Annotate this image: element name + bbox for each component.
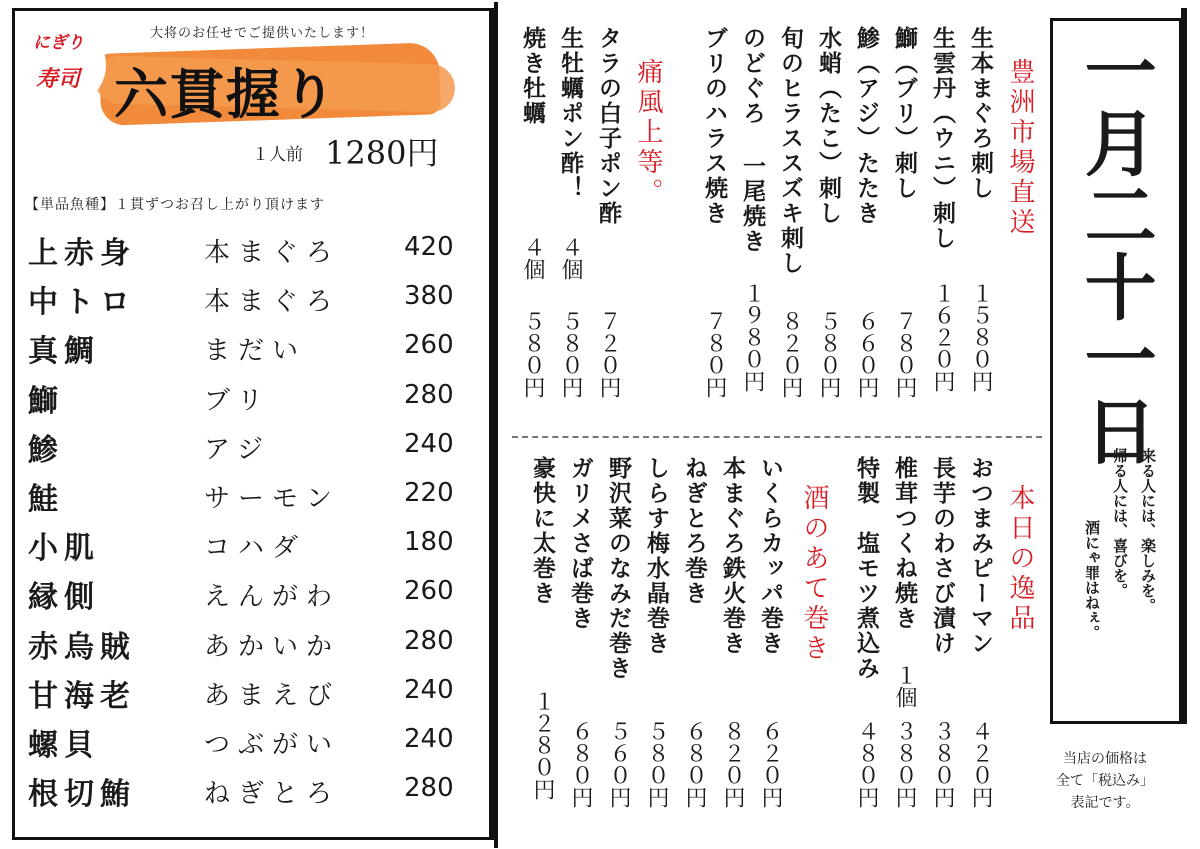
fish-reading: あまえび (204, 680, 341, 711)
tsufu-item-name: タラの白子ポン酢 (595, 26, 621, 226)
ippin-item-price: ４８０円 (854, 720, 879, 808)
badge-label-bottom: 寿司 (36, 66, 81, 92)
ippin-item-qty: １個 (892, 664, 917, 708)
list-item (26, 572, 476, 621)
fish-price: 260 (404, 576, 454, 607)
tax-note-line: 全て「税込み」 (1056, 773, 1154, 789)
tsufu-item-price: ７２０円 (596, 310, 621, 398)
toyosu-item-price: ７８０円 (892, 310, 917, 398)
maki-item-name: ガリメさば巻き (567, 456, 593, 631)
maki-item-name: 野沢菜のなみだ巻き (605, 456, 631, 681)
fish-reading: 本まぐろ (204, 238, 341, 268)
list-item (26, 769, 476, 818)
maki-item-price: ５８０円 (644, 720, 669, 808)
maki-item-price: ８２０円 (720, 720, 745, 808)
fish-reading: ねぎとろ (204, 779, 341, 810)
toyosu-item-price: ７８０円 (702, 310, 727, 398)
section-divider (512, 436, 1042, 438)
maki-item-price: １２８０円 (530, 690, 555, 800)
tsufu-item-name: 焼き牡蠣 (519, 26, 545, 126)
toyosu-item-name: のどぐろ 一尾焼き (739, 26, 765, 254)
list-item (26, 326, 476, 375)
toyosu-item-name: 鰤（ブリ）刺し (891, 26, 917, 201)
date-text: 一月二十一日 (1072, 34, 1157, 466)
toyosu-item-name: 旬のヒラススズキ刺し (777, 26, 803, 276)
fish-reading: つぶがい (204, 729, 341, 760)
fish-reading: まだい (204, 336, 307, 367)
poem-line: 来る人には、楽しみを。 (1139, 448, 1157, 613)
ippin-item-name: おつまみピーマン (967, 456, 993, 656)
tax-note (1040, 748, 1170, 814)
fish-price: 280 (404, 625, 454, 656)
tax-note-line: 当店の価格は (1063, 751, 1147, 767)
poem-line: 帰る人には、喜びを。 (1111, 448, 1129, 598)
fish-price: 240 (404, 723, 454, 754)
maki-item-name: しらす梅水晶巻き (643, 456, 669, 656)
maki-heading: 酒のあて巻き (799, 484, 829, 664)
fish-name: 上赤身 (28, 236, 136, 271)
fish-list (26, 228, 476, 818)
fish-reading: サーモン (204, 483, 341, 514)
tax-note-line: 表記です。 (1070, 795, 1140, 811)
tsufu-item-price: ５８０円 (520, 310, 545, 398)
fish-name: 螺貝 (28, 727, 100, 763)
panel-border-right (494, 2, 498, 848)
toyosu-item-name: ブリのハラス焼き (701, 26, 727, 226)
toyosu-item-price: １５８０円 (968, 282, 993, 392)
toyosu-item-name: 鯵（アジ）たたき (853, 26, 879, 226)
list-item (26, 474, 476, 523)
fish-name: 甘海老 (28, 678, 136, 714)
page-title: 六貫握り (114, 63, 338, 126)
list-item (26, 425, 476, 474)
ippin-item-price: ４２０円 (968, 720, 993, 808)
fish-name: 鰤 (28, 383, 64, 419)
toyosu-item-name: 生雲丹（ウニ）刺し (929, 26, 955, 251)
tsufu-item-price: ５８０円 (558, 310, 583, 398)
ippin-item-name: 特製 塩モツ煮込み (853, 456, 879, 681)
toyosu-item-name: 水蛸（たこ）刺し (815, 26, 841, 226)
list-item (26, 277, 476, 326)
list-item (26, 720, 476, 769)
fish-name: 小肌 (28, 531, 100, 567)
list-item (26, 671, 476, 720)
fish-name: 縁側 (28, 580, 100, 616)
fish-name: 中トロ (28, 285, 136, 321)
maki-item-price: ６８０円 (682, 720, 707, 808)
fish-price: 240 (404, 674, 454, 705)
fish-price: 260 (404, 330, 454, 361)
fish-price: 380 (404, 281, 454, 312)
toyosu-item-price: ６６０円 (854, 310, 879, 398)
fish-price: 180 (404, 527, 454, 558)
fish-name: 鮭 (28, 481, 64, 517)
maki-item-name: 豪快に太巻き (529, 456, 555, 606)
list-item (26, 622, 476, 671)
maki-item-price: ５６０円 (606, 720, 631, 808)
fish-price: 220 (404, 477, 454, 508)
badge-label-top: にぎり (33, 33, 84, 53)
ippin-item-price: ３８０円 (892, 720, 917, 808)
toyosu-item-price: １６２０円 (930, 282, 955, 392)
fish-name: 根切鮪 (28, 777, 136, 813)
fish-name: 赤烏賊 (28, 629, 136, 665)
set-price-unit: １人前 (252, 145, 303, 165)
maki-item-price: ６８０円 (568, 720, 593, 808)
tsufu-heading: 痛風上等。 (633, 58, 663, 208)
date-box-shadow (1181, 8, 1187, 724)
fish-price: 280 (404, 773, 454, 804)
poem-line: 酒にゃ罪はねぇ。 (1083, 520, 1101, 640)
fish-reading: 本まぐろ (204, 287, 341, 318)
fish-reading: コハダ (204, 533, 307, 564)
tsufu-item-qty: ４個 (558, 236, 583, 280)
maki-item-name: 本まぐろ鉄火巻き (719, 456, 745, 656)
tsufu-item-name: 生牡蠣ポン酢！ (557, 26, 583, 201)
fish-name: 鯵 (28, 432, 64, 468)
toyosu-heading: 豊洲市場直送 (1005, 58, 1035, 238)
set-price-value: 1280円 (325, 134, 439, 172)
maki-item-name: いくらカッパ巻き (757, 456, 783, 656)
list-item (26, 376, 476, 425)
omakase-subtitle: 大将のお任せでご提供いたします！ (150, 26, 375, 41)
toyosu-item-price: ８２０円 (778, 310, 803, 398)
fish-price: 280 (404, 379, 454, 410)
fish-reading: えんがわ (204, 582, 341, 613)
fish-reading: ブリ (204, 385, 271, 416)
fish-reading: アジ (204, 434, 271, 465)
fish-price: 420 (404, 232, 454, 262)
maki-item-name: ねぎとろ巻き (681, 456, 707, 606)
ippin-item-name: 長芋のわさび漬け (929, 456, 955, 656)
toyosu-item-price: ５８０円 (816, 310, 841, 398)
toyosu-item-name: 生本まぐろ刺し (967, 26, 993, 201)
ippin-item-price: ３８０円 (930, 720, 955, 808)
fish-name: 真鯛 (28, 334, 100, 370)
fish-reading: あかいか (204, 631, 341, 662)
list-item (26, 228, 476, 277)
single-item-note: 【単品魚種】１貫ずつお召し上がり頂けます (25, 197, 325, 213)
maki-item-price: ６２０円 (758, 720, 783, 808)
fish-price: 240 (404, 428, 454, 459)
ippin-item-name: 椎茸つくね焼き (891, 456, 917, 631)
toyosu-item-price: １９８０円 (740, 282, 765, 392)
list-item (26, 523, 476, 572)
tsufu-item-qty: ４個 (520, 236, 545, 280)
ippin-heading: 本日の逸品 (1005, 484, 1035, 634)
